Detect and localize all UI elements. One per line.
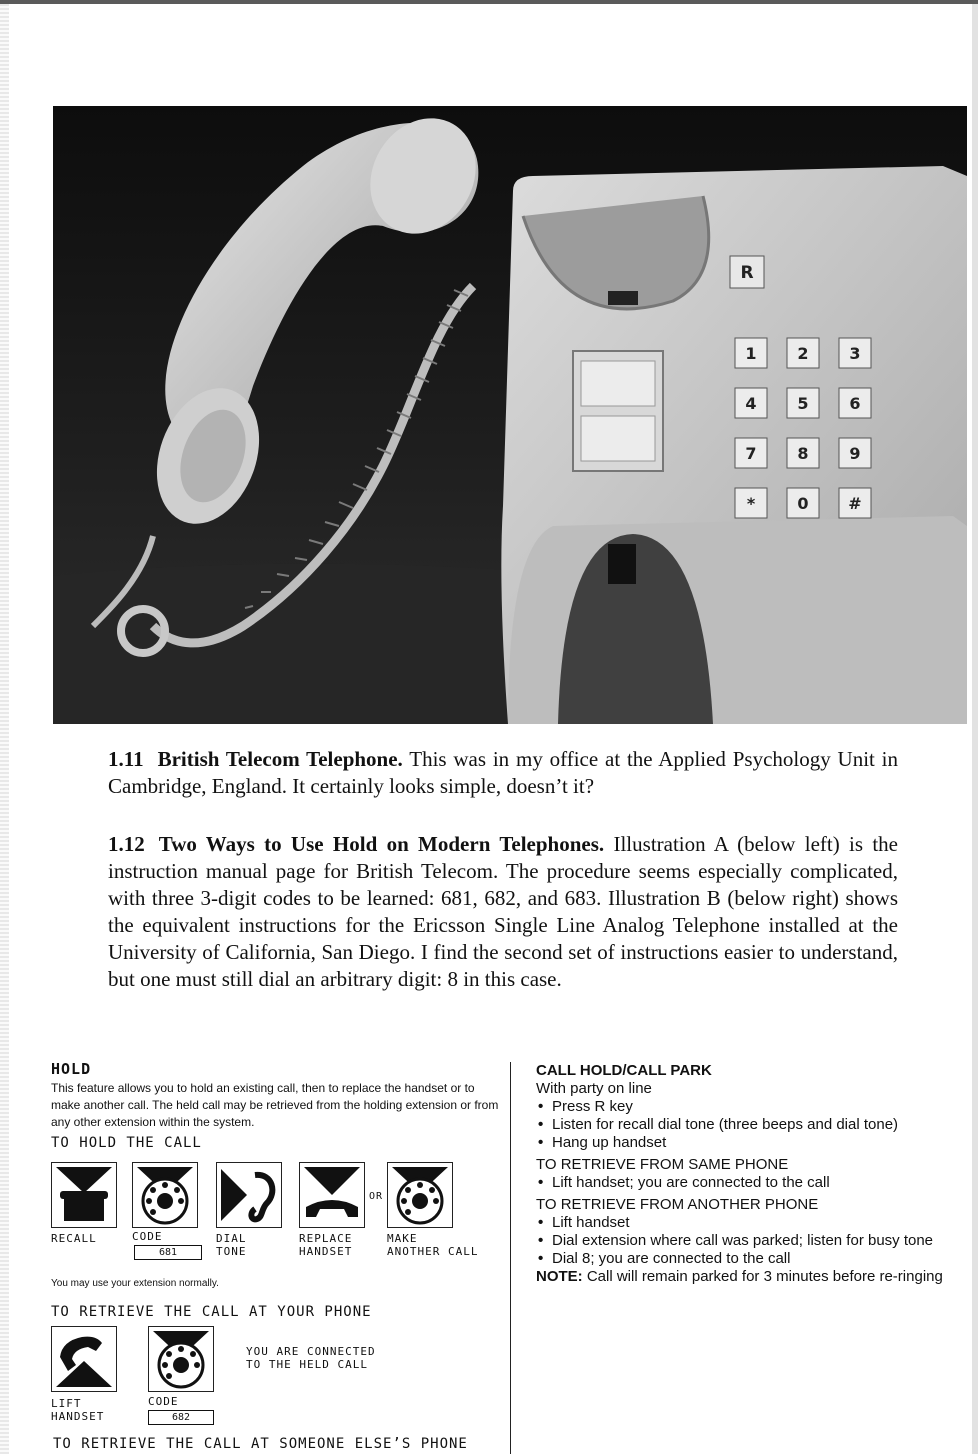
connected-line1: YOU ARE CONNECTED bbox=[246, 1345, 376, 1358]
keypad-key-label: 6 bbox=[849, 394, 861, 413]
same-phone-list bbox=[536, 1174, 972, 1192]
code-681-box: 681 bbox=[134, 1245, 202, 1260]
replace-line2: HANDSET bbox=[299, 1245, 353, 1258]
dial-tone-line2: TONE bbox=[216, 1245, 247, 1258]
list-item: • Listen for recall dial tone (three beeps and dial tone) bbox=[536, 1116, 972, 1134]
panel-intro: This feature allows you to hold an existing call, then to replace the handset or to make another call. The held call may be retrieved from the holding extension or from any other extension within the system. bbox=[51, 1081, 499, 1129]
keypad-key-label: # bbox=[848, 494, 862, 513]
park-note bbox=[536, 1268, 972, 1286]
keypad-key-label: 3 bbox=[849, 344, 861, 363]
hold-instructions-panel bbox=[51, 1060, 501, 1151]
section-heading: TO RETRIEVE THE CALL AT SOMEONE ELSE’S PHONE bbox=[53, 1436, 468, 1452]
keypad-key-label: * bbox=[746, 494, 756, 513]
another-phone-heading: TO RETRIEVE FROM ANOTHER PHONE bbox=[536, 1196, 819, 1213]
dial-tone-label bbox=[216, 1232, 247, 1258]
scan-left-edge bbox=[0, 4, 9, 1454]
keypad-key-label: 5 bbox=[797, 394, 809, 413]
code-label: CODE bbox=[148, 1395, 179, 1408]
usage-note: You may use your extension normally. bbox=[51, 1278, 219, 1289]
list-item: • Press R key bbox=[536, 1098, 972, 1116]
replace-handset-label bbox=[299, 1232, 352, 1258]
caption-title: British Telecom Telephone. bbox=[157, 747, 403, 771]
replace-line1: REPLACE bbox=[299, 1232, 353, 1245]
dial-code-icon bbox=[132, 1162, 198, 1228]
caption-text: This was in my office at the Applied Psychology Unit in Cambridge, England. It certainly looks simple, doesn’t it? bbox=[108, 747, 898, 798]
recall-key: R bbox=[740, 263, 754, 283]
recall-phone-icon bbox=[51, 1162, 117, 1228]
section-heading: TO RETRIEVE THE CALL AT YOUR PHONE bbox=[51, 1304, 372, 1320]
lift-line1: LIFT bbox=[51, 1397, 82, 1410]
dial-tone-line1: DIAL bbox=[216, 1232, 247, 1245]
hold-steps-list bbox=[536, 1098, 972, 1152]
lift-line2: HANDSET bbox=[51, 1410, 105, 1423]
telephone-illustration bbox=[53, 106, 967, 724]
list-item: • Dial 8; you are connected to the call bbox=[536, 1250, 972, 1268]
caption-text: Illustration A (below left) is the instruction manual page for British Telecom. The procedure seems especially complicated, with three 3-digit codes to be learned: 681, 682, and 683. Illustration B (below right) shows the equivalent instructions for the Ericsson Single Line Analog Telephone installed at the University of California, San Diego. I find the second set of instructions easier to understand, but one must still dial an arbitrary digit: 8 in this case. bbox=[108, 832, 899, 991]
panel-title: HOLD bbox=[51, 1060, 92, 1078]
with-party-text: With party on line bbox=[536, 1080, 652, 1097]
recall-label: RECALL bbox=[51, 1232, 97, 1245]
scan-right-edge bbox=[972, 4, 978, 1454]
keypad-key-label: 1 bbox=[745, 344, 757, 363]
connected-label bbox=[246, 1345, 376, 1371]
keypad-key-label: 8 bbox=[797, 444, 809, 463]
keypad-key-label: 0 bbox=[797, 494, 809, 513]
note-text: Call will remain parked for 3 minutes before re-ringing bbox=[586, 1268, 943, 1285]
caption-1-11 bbox=[108, 746, 898, 800]
ear-tone-icon bbox=[216, 1162, 282, 1228]
list-item: • Lift handset; you are connected to the call bbox=[536, 1174, 972, 1192]
code-682-box: 682 bbox=[148, 1410, 214, 1425]
list-item: • Lift handset bbox=[536, 1214, 972, 1232]
keypad-key-label: 7 bbox=[745, 444, 757, 463]
panel-title: CALL HOLD/CALL PARK bbox=[536, 1062, 712, 1079]
make-call-icon bbox=[387, 1162, 453, 1228]
caption-title: Two Ways to Use Hold on Modern Telephones. bbox=[158, 832, 605, 856]
call-park-instructions-panel bbox=[536, 1062, 972, 1286]
list-item: • Hang up handset bbox=[536, 1134, 972, 1152]
dial-code-icon bbox=[148, 1326, 214, 1392]
make-line2: ANOTHER CALL bbox=[387, 1245, 479, 1258]
lift-handset-label bbox=[51, 1397, 104, 1423]
list-item: • Dial extension where call was parked; listen for busy tone bbox=[536, 1232, 972, 1250]
make-line1: MAKE bbox=[387, 1232, 418, 1245]
column-divider bbox=[510, 1062, 511, 1454]
section-heading: TO HOLD THE CALL bbox=[51, 1135, 202, 1151]
note-label: NOTE: bbox=[536, 1268, 583, 1285]
caption-1-12 bbox=[108, 831, 898, 993]
or-label: OR bbox=[369, 1191, 384, 1202]
make-call-label bbox=[387, 1232, 478, 1258]
another-phone-list bbox=[536, 1214, 972, 1268]
keypad-key-label: 9 bbox=[849, 444, 861, 463]
replace-handset-icon bbox=[299, 1162, 365, 1228]
same-phone-heading: TO RETRIEVE FROM SAME PHONE bbox=[536, 1156, 789, 1173]
keypad-key-label: 2 bbox=[797, 344, 809, 363]
caption-number: 1.11 bbox=[108, 747, 144, 771]
telephone-photo bbox=[53, 106, 967, 724]
keypad bbox=[730, 256, 764, 288]
keypad-key-label: 4 bbox=[745, 394, 757, 413]
window-top-bar bbox=[0, 0, 978, 4]
connected-line2: TO THE HELD CALL bbox=[246, 1358, 368, 1371]
caption-number: 1.12 bbox=[108, 832, 145, 856]
code-label: CODE bbox=[132, 1230, 163, 1243]
lift-handset-icon bbox=[51, 1326, 117, 1392]
